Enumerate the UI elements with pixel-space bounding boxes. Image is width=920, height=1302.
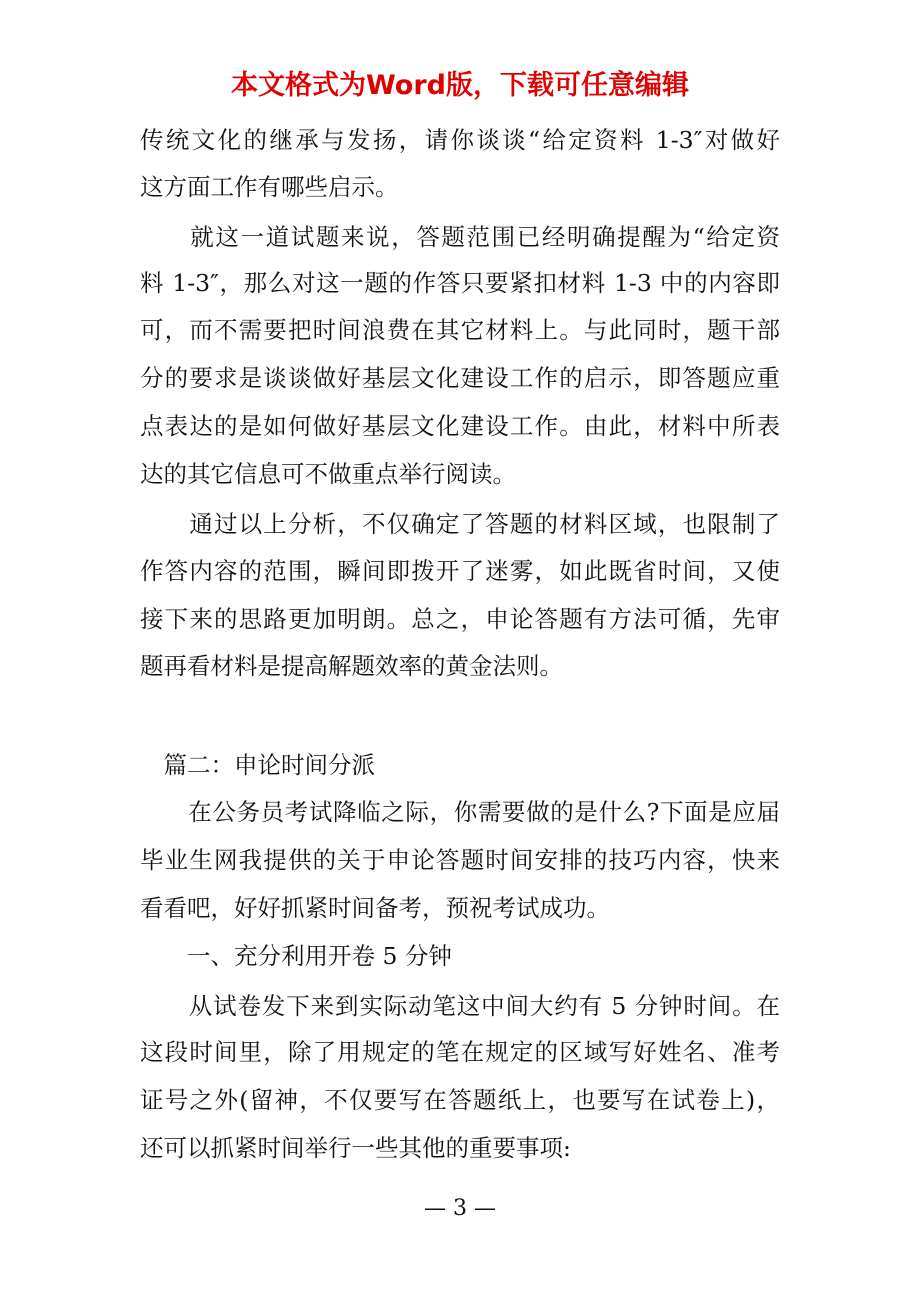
body-line: 还可以抓紧时间举行一些其他的重要事项: — [140, 1134, 571, 1162]
body-line: 题再看材料是提高解题效率的黄金法则。 — [140, 652, 563, 680]
body-line: 通过以上分析，不仅确定了答题的材料区域，也限制了 — [140, 510, 780, 538]
body-line: 在公务员考试降临之际，你需要做的是什么?下面是应届 — [140, 798, 780, 826]
body-line: 可，而不需要把时间浪费在其它材料上。与此同时，题干部 — [140, 316, 780, 344]
body-line: 料 1-3″，那么对这一题的作答只要紧扣材料 1-3 中的内容即 — [140, 269, 780, 297]
section-heading: 篇二：申论时间分派 — [140, 751, 375, 779]
body-line: 分的要求是谈谈做好基层文化建设工作的启示，即答题应重 — [140, 364, 780, 392]
body-line: 接下来的思路更加明朗。总之，申论答题有方法可循，先审 — [140, 605, 780, 633]
body-line: 点表达的是如何做好基层文化建设工作。由此，材料中所表 — [140, 412, 780, 440]
body-line: 达的其它信息可不做重点举行阅读。 — [140, 460, 516, 488]
subsection-heading: 一、充分利用开卷 5 分钟 — [140, 942, 452, 970]
body-line: 就这一道试题来说，答题范围已经明确提醒为“给定资 — [140, 223, 780, 251]
body-line: 这方面工作有哪些启示。 — [140, 173, 399, 201]
download-banner: 本文格式为Word版，下载可任意编辑 — [230, 70, 689, 101]
body-line: 证号之外(留神，不仅要写在答题纸上，也要写在试卷上)， — [140, 1086, 780, 1114]
page-number: — 3 — — [424, 1196, 496, 1221]
body-line: 这段时间里，除了用规定的笔在规定的区域写好姓名、准考 — [140, 1038, 780, 1066]
body-line: 看看吧，好好抓紧时间备考，预祝考试成功。 — [140, 894, 610, 922]
body-line: 传统文化的继承与发扬，请你谈谈“给定资料 1-3″对做好 — [140, 126, 780, 154]
body-line: 从试卷发下来到实际动笔这中间大约有 5 分钟时间。在 — [140, 992, 780, 1020]
body-line: 毕业生网我提供的关于申论答题时间安排的技巧内容，快来 — [140, 846, 780, 874]
body-line: 作答内容的范围，瞬间即拨开了迷雾，如此既省时间，又使 — [140, 557, 780, 585]
